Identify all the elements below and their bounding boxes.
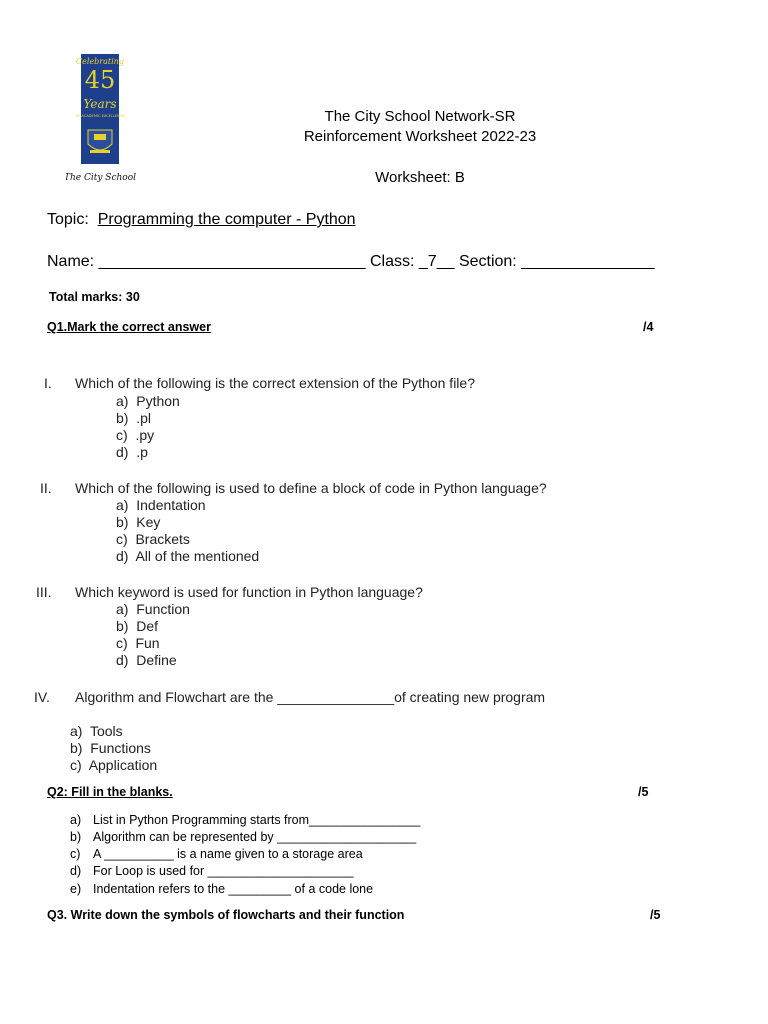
- section-field[interactable]: _______________: [521, 253, 655, 270]
- option-text: .pl: [136, 410, 152, 426]
- school-network-title: The City School Network-SR: [324, 108, 516, 125]
- option-letter: a): [116, 601, 129, 617]
- q1-item-4-option-c[interactable]: [70, 757, 157, 773]
- section-label: Section:: [458, 253, 517, 270]
- q2-item-d[interactable]: [70, 864, 354, 878]
- q1-item-3-number: III.: [36, 584, 52, 600]
- option-text: Brackets: [135, 531, 190, 547]
- option-letter: b): [116, 618, 129, 634]
- item-text: Algorithm can be represented by ____________________: [93, 830, 417, 844]
- option-letter: a): [116, 497, 129, 513]
- q1-item-3-option-c[interactable]: [116, 635, 160, 651]
- option-text: Def: [136, 618, 159, 634]
- q1-item-2-number: II.: [40, 480, 52, 496]
- q2-item-b[interactable]: [70, 830, 416, 844]
- item-text: Indentation refers to the _________ of a code lone: [93, 882, 374, 896]
- q1-item-1-text: Which of the following is the correct extension of the Python file?: [75, 375, 475, 391]
- option-text: Python: [136, 393, 180, 409]
- option-text: Function: [136, 601, 190, 617]
- option-letter: c): [116, 635, 128, 651]
- class-field[interactable]: _7__: [418, 253, 455, 270]
- option-text: Key: [136, 514, 161, 530]
- q1-item-2-option-a[interactable]: [116, 497, 206, 513]
- q2-title: Q2: Fill in the blanks.: [47, 785, 173, 799]
- q1-item-4-number: IV.: [34, 689, 50, 705]
- q1-item-1-option-a[interactable]: [116, 393, 180, 409]
- q1-item-2-option-c[interactable]: [116, 531, 190, 547]
- item-text: For Loop is used for _____________________: [93, 864, 354, 878]
- q1-item-1-number: I.: [44, 375, 52, 391]
- q3-title: Q3. Write down the symbols of flowcharts and their function: [47, 908, 405, 922]
- student-info-row: [47, 253, 655, 271]
- q1-item-4-text: Algorithm and Flowchart are the _______________of creating new program: [75, 689, 546, 705]
- option-letter: c): [116, 531, 128, 547]
- topic-value: Programming the computer - Python: [97, 211, 356, 228]
- option-letter: b): [116, 410, 129, 426]
- topic-label: Topic:: [47, 211, 89, 228]
- name-field[interactable]: ______________________________: [98, 253, 366, 270]
- school-crest-icon: [66, 50, 136, 185]
- q1-item-2-option-d[interactable]: [116, 548, 259, 564]
- school-logo: [66, 50, 136, 185]
- item-letter: b): [70, 830, 82, 844]
- option-letter: c): [70, 757, 82, 773]
- option-text: Define: [136, 652, 177, 668]
- logo-tagline: OF ACADEMIC EXCELLENCE: [75, 114, 125, 118]
- q1-item-4-option-a[interactable]: [70, 723, 123, 739]
- q1-item-3-option-a[interactable]: [116, 601, 190, 617]
- q2-item-a[interactable]: [70, 813, 420, 827]
- q2-marks: /5: [638, 785, 649, 799]
- worksheet-title: Reinforcement Worksheet 2022-23: [303, 128, 537, 145]
- option-letter: a): [70, 723, 83, 739]
- logo-celebrating: Celebrating: [76, 57, 124, 66]
- total-marks: Total marks: 30: [49, 290, 140, 304]
- q1-item-2-text: Which of the following is used to define a block of code in Python language?: [75, 480, 547, 496]
- q1-title: Q1.Mark the correct answer: [47, 320, 211, 334]
- item-letter: a): [70, 813, 82, 827]
- item-text: List in Python Programming starts from________________: [93, 813, 421, 827]
- q1-item-3-text: Which keyword is used for function in Python language?: [75, 584, 423, 600]
- option-letter: b): [116, 514, 129, 530]
- option-letter: b): [70, 740, 83, 756]
- q1-item-1-option-d[interactable]: [116, 444, 148, 460]
- option-letter: d): [116, 444, 129, 460]
- option-text: Tools: [89, 723, 123, 739]
- option-letter: c): [116, 427, 128, 443]
- option-text: Fun: [135, 635, 160, 651]
- q3-marks: /5: [650, 908, 661, 922]
- q1-item-4-option-b[interactable]: [70, 740, 151, 756]
- item-text: A __________ is a name given to a storage area: [93, 847, 363, 861]
- worksheet-label: Worksheet: B: [375, 169, 465, 186]
- q1-item-1-option-b[interactable]: [116, 410, 151, 426]
- q1-marks: /4: [643, 320, 654, 334]
- item-letter: d): [70, 864, 82, 878]
- logo-years: Years: [83, 97, 117, 111]
- q1-item-2-option-b[interactable]: [116, 514, 160, 530]
- option-letter: a): [116, 393, 129, 409]
- option-letter: d): [116, 548, 129, 564]
- logo-school-name: The City School: [66, 173, 136, 183]
- option-text: Indentation: [136, 497, 206, 513]
- q1-item-3-option-b[interactable]: [116, 618, 158, 634]
- name-label: Name:: [47, 253, 95, 270]
- item-letter: e): [70, 882, 82, 896]
- q1-item-1-option-c[interactable]: [116, 427, 154, 443]
- q1-item-3-option-d[interactable]: [116, 652, 177, 668]
- option-text: All of the mentioned: [135, 548, 260, 564]
- option-letter: d): [116, 652, 129, 668]
- option-text: Application: [88, 757, 158, 773]
- item-letter: c): [70, 847, 81, 861]
- option-text: .p: [136, 444, 148, 460]
- q2-item-e[interactable]: [70, 882, 373, 896]
- logo-number: 45: [84, 66, 116, 94]
- option-text: Functions: [90, 740, 151, 756]
- option-text: .py: [135, 427, 155, 443]
- class-label: Class:: [369, 253, 415, 270]
- topic-row: [47, 211, 356, 229]
- q2-item-c[interactable]: [70, 847, 363, 861]
